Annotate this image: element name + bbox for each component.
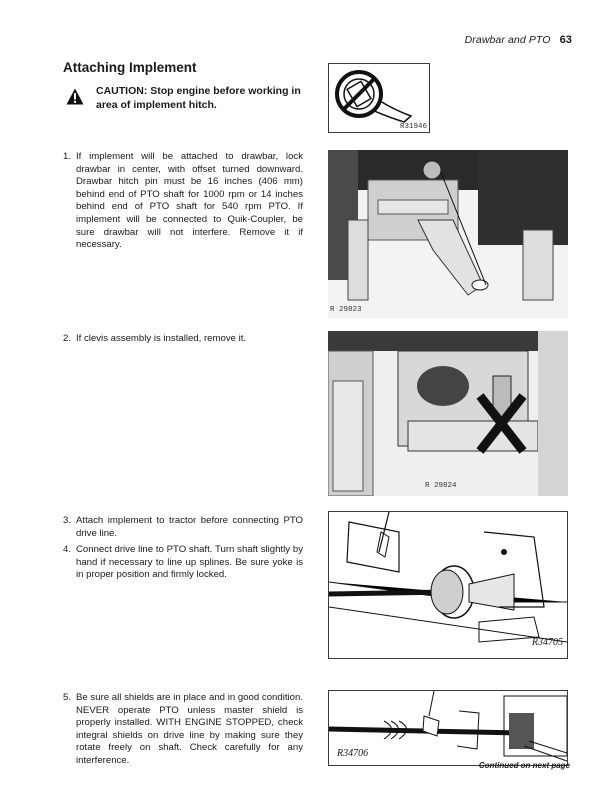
caution-text: CAUTION: Stop engine before working in area of implement hitch.	[96, 85, 301, 111]
step-text: Attach implement to tractor before connecting PTO drive line.	[76, 515, 303, 539]
figure-drawbar-photo	[328, 150, 568, 318]
running-head	[465, 34, 572, 46]
figure-code: R34706	[337, 748, 369, 759]
no-entry-illustration	[329, 64, 429, 132]
clevis-illustration	[328, 331, 568, 496]
section-title: Attaching Implement	[63, 60, 197, 75]
figure-code: R 29823	[330, 306, 362, 314]
caution-block	[66, 84, 306, 112]
step-text: Be sure all shields are in place and in good condition. NEVER operate PTO unless master shield is properly installed. WITH ENGINE STOPPED, check integral shields on drive line by making sure they rotate freely on shaft. Check carefully for any interference.	[76, 692, 303, 766]
figure-code: R34705	[531, 637, 563, 648]
figure-shields-drawing	[328, 690, 568, 766]
figure-code: R 29824	[425, 482, 457, 490]
page-number: 63	[559, 34, 572, 46]
step-5	[63, 692, 303, 768]
step-text: Connect drive line to PTO shaft. Turn shaft slightly by hand if necessary to line up splines. Be sure yoke is in proper position and firmly locked.	[76, 544, 303, 581]
running-head-title: Drawbar and PTO	[464, 34, 551, 46]
step-text: If clevis assembly is installed, remove it.	[76, 333, 247, 344]
step-1	[63, 151, 303, 252]
step-3	[63, 515, 303, 540]
warning-icon	[66, 88, 84, 105]
step-number: 4.	[63, 544, 72, 555]
continued-note: Continued on next page	[478, 761, 570, 770]
drawbar-illustration	[328, 150, 568, 318]
step-number: 2.	[63, 333, 72, 344]
step-4	[63, 544, 303, 582]
step-number: 3.	[63, 515, 72, 526]
step-number: 5.	[63, 692, 72, 703]
figure-clevis-photo	[328, 331, 568, 496]
figure-driveline-drawing	[328, 511, 568, 659]
figure-no-service-symbol	[328, 63, 430, 133]
figure-code: R31946	[399, 123, 427, 131]
step-number: 1.	[63, 151, 72, 162]
step-2	[63, 333, 303, 346]
step-text: If implement will be attached to drawbar, lock drawbar in center, with offset turned downward. Drawbar hitch pin must be 16 inches (406 mm) behind end of PTO shaft for 1000 rpm or 14 inches behind end of PTO shaft for 540 rpm PTO. If implement will be connected to Quik-Coupler, be sure drawbar will not interfere. Remove it if necessary.	[76, 151, 303, 251]
